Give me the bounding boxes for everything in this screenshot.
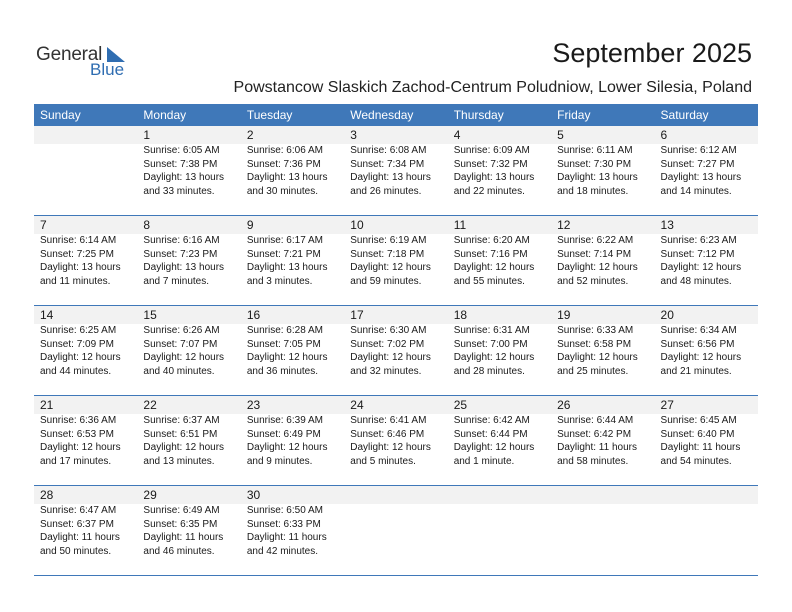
day-cell — [551, 396, 654, 468]
day-number: 16 — [246, 308, 261, 322]
sunset-text: Sunset: 6:42 PM — [557, 428, 632, 440]
daylight-text: Daylight: 13 hours — [660, 172, 742, 183]
sunset-text: Sunset: 6:56 PM — [660, 338, 735, 350]
day-number: 20 — [660, 308, 674, 322]
day-cell — [241, 126, 344, 198]
daylight-text: and 7 minutes. — [143, 275, 210, 287]
daylight-text: Daylight: 11 hours — [40, 532, 120, 543]
day-number: 7 — [40, 218, 47, 232]
sunset-text: Sunset: 6:58 PM — [557, 338, 632, 350]
sunrise-text: Sunrise: 6:44 AM — [557, 415, 634, 426]
sunset-text: Sunset: 6:37 PM — [40, 518, 114, 530]
day-number: 23 — [246, 398, 261, 412]
daylight-text: Daylight: 12 hours — [453, 352, 535, 363]
daylight-text: and 55 minutes. — [453, 275, 525, 287]
day-cell — [655, 306, 758, 378]
daylight-text: and 59 minutes. — [350, 275, 422, 287]
daylight-text: Daylight: 12 hours — [350, 352, 431, 363]
day-number: 6 — [660, 128, 668, 142]
sunset-text: Sunset: 7:25 PM — [40, 248, 114, 260]
sunrise-text: Sunrise: 6:37 AM — [143, 415, 220, 426]
empty-day-cell — [34, 126, 137, 198]
day-number: 22 — [143, 398, 157, 412]
sunrise-text: Sunrise: 6:28 AM — [246, 325, 323, 336]
daylight-text: and 32 minutes. — [350, 365, 422, 377]
daylight-text: and 46 minutes. — [143, 545, 215, 557]
empty-day-cell — [551, 486, 654, 558]
sunrise-text: Sunrise: 6:50 AM — [246, 505, 323, 516]
daylight-text: Daylight: 13 hours — [143, 172, 225, 183]
daylight-text: Daylight: 12 hours — [453, 262, 535, 273]
daylight-text: and 3 minutes. — [246, 275, 313, 287]
sunrise-text: Sunrise: 6:34 AM — [660, 325, 737, 336]
sunrise-text: Sunrise: 6:25 AM — [40, 325, 117, 336]
daylight-text: Daylight: 12 hours — [246, 442, 328, 453]
day-cell — [448, 126, 551, 198]
sunrise-text: Sunrise: 6:11 AM — [557, 145, 633, 156]
day-cell — [241, 486, 344, 558]
day-cell — [551, 126, 654, 198]
page-title: September 2025 — [552, 38, 752, 68]
empty-day-cell — [655, 486, 758, 558]
weekday-sunday: Sunday — [40, 108, 81, 122]
daylight-text: and 48 minutes. — [660, 275, 732, 287]
daylight-text: and 33 minutes. — [143, 185, 215, 197]
day-cell — [655, 396, 758, 468]
sunrise-text: Sunrise: 6:47 AM — [40, 505, 117, 516]
week-row — [34, 486, 758, 576]
daylight-text: and 9 minutes. — [246, 455, 313, 467]
sunrise-text: Sunrise: 6:09 AM — [453, 145, 530, 156]
day-number: 19 — [557, 308, 571, 322]
day-cell — [344, 306, 447, 378]
calendar-grid — [34, 104, 758, 576]
daylight-text: Daylight: 13 hours — [246, 172, 328, 183]
daylight-text: and 11 minutes. — [40, 275, 111, 287]
sunrise-text: Sunrise: 6:39 AM — [246, 415, 323, 426]
daylight-text: Daylight: 11 hours — [246, 532, 327, 543]
day-number: 15 — [143, 308, 157, 322]
sunset-text: Sunset: 7:30 PM — [557, 158, 632, 170]
day-cell — [448, 396, 551, 468]
day-number: 12 — [557, 218, 571, 232]
day-number: 25 — [453, 398, 468, 412]
day-cell — [551, 306, 654, 378]
sunset-text: Sunset: 7:09 PM — [40, 338, 114, 350]
day-number: 27 — [660, 398, 674, 412]
sunrise-text: Sunrise: 6:30 AM — [350, 325, 427, 336]
sunset-text: Sunset: 6:40 PM — [660, 428, 735, 440]
daylight-text: Daylight: 13 hours — [557, 172, 638, 183]
day-number: 21 — [40, 398, 54, 412]
weekday-monday: Monday — [143, 108, 187, 122]
daylight-text: and 1 minute. — [453, 455, 515, 467]
weekday-thursday: Thursday — [453, 108, 504, 122]
day-number: 29 — [143, 488, 157, 502]
day-number: 2 — [246, 128, 254, 142]
day-number: 28 — [40, 488, 54, 502]
sunrise-text: Sunrise: 6:12 AM — [660, 145, 737, 156]
sunset-text: Sunset: 7:36 PM — [246, 158, 321, 170]
daylight-text: and 17 minutes. — [40, 455, 112, 467]
daylight-text: Daylight: 11 hours — [143, 532, 224, 543]
empty-day-cell — [344, 486, 447, 558]
day-number: 18 — [453, 308, 468, 322]
sunset-text: Sunset: 7:32 PM — [453, 158, 528, 170]
daylight-text: Daylight: 13 hours — [40, 262, 121, 273]
empty-day-cell — [448, 486, 551, 558]
daylight-text: and 18 minutes. — [557, 185, 629, 197]
day-number: 1 — [143, 128, 151, 142]
daylight-text: and 52 minutes. — [557, 275, 629, 287]
sunrise-text: Sunrise: 6:05 AM — [143, 145, 220, 156]
sunrise-text: Sunrise: 6:36 AM — [40, 415, 117, 426]
day-cell — [137, 396, 240, 468]
daylight-text: Daylight: 12 hours — [660, 352, 742, 363]
day-number: 13 — [660, 218, 674, 232]
daylight-text: and 13 minutes. — [143, 455, 215, 467]
daylight-text: Daylight: 12 hours — [40, 352, 121, 363]
sunset-text: Sunset: 7:14 PM — [557, 248, 632, 260]
day-number: 4 — [453, 128, 461, 142]
sunrise-text: Sunrise: 6:06 AM — [246, 145, 323, 156]
day-number: 5 — [557, 128, 564, 142]
day-number: 14 — [40, 308, 54, 322]
sunset-text: Sunset: 6:44 PM — [453, 428, 528, 440]
sunrise-text: Sunrise: 6:41 AM — [350, 415, 427, 426]
sunset-text: Sunset: 7:21 PM — [246, 248, 321, 260]
sunset-text: Sunset: 7:05 PM — [246, 338, 321, 350]
day-number: 9 — [246, 218, 254, 232]
day-number: 30 — [246, 488, 261, 502]
daylight-text: Daylight: 12 hours — [350, 262, 431, 273]
daylight-text: Daylight: 11 hours — [557, 442, 637, 453]
day-cell — [241, 306, 344, 378]
day-number: 3 — [350, 128, 357, 142]
day-cell — [655, 216, 758, 288]
daylight-text: and 36 minutes. — [246, 365, 319, 377]
logo-general-text: General — [36, 44, 103, 65]
daylight-text: and 50 minutes. — [40, 545, 112, 557]
daylight-text: and 40 minutes. — [143, 365, 215, 377]
sunset-text: Sunset: 7:07 PM — [143, 338, 218, 350]
sunset-text: Sunset: 7:02 PM — [350, 338, 425, 350]
daylight-text: Daylight: 12 hours — [143, 352, 225, 363]
day-cell — [34, 306, 137, 378]
daylight-text: Daylight: 13 hours — [453, 172, 535, 183]
weekday-saturday: Saturday — [660, 108, 709, 122]
day-cell — [34, 396, 137, 468]
daylight-text: Daylight: 13 hours — [246, 262, 328, 273]
sunrise-text: Sunrise: 6:16 AM — [143, 235, 220, 246]
weekday-wednesday: Wednesday — [350, 108, 414, 122]
day-number: 11 — [453, 218, 467, 232]
day-cell — [551, 216, 654, 288]
calendar-weeks — [34, 126, 758, 576]
day-cell — [241, 396, 344, 468]
sunrise-text: Sunrise: 6:22 AM — [557, 235, 634, 246]
sunrise-text: Sunrise: 6:45 AM — [660, 415, 737, 426]
sunrise-text: Sunrise: 6:19 AM — [350, 235, 427, 246]
sunrise-text: Sunrise: 6:23 AM — [660, 235, 737, 246]
sunset-text: Sunset: 6:51 PM — [143, 428, 218, 440]
daylight-text: Daylight: 13 hours — [350, 172, 431, 183]
day-number: 26 — [557, 398, 571, 412]
logo-blue-text: Blue — [90, 60, 125, 79]
daylight-text: Daylight: 12 hours — [660, 262, 742, 273]
day-cell — [241, 216, 344, 288]
weekday-tuesday: Tuesday — [246, 108, 293, 122]
sunset-text: Sunset: 7:12 PM — [660, 248, 735, 260]
sunrise-text: Sunrise: 6:08 AM — [350, 145, 427, 156]
sunrise-text: Sunrise: 6:26 AM — [143, 325, 220, 336]
daylight-text: and 14 minutes. — [660, 185, 732, 197]
sunrise-text: Sunrise: 6:20 AM — [453, 235, 530, 246]
daylight-text: Daylight: 13 hours — [143, 262, 225, 273]
sunset-text: Sunset: 7:00 PM — [453, 338, 528, 350]
daylight-text: and 54 minutes. — [660, 455, 732, 467]
week-row — [34, 396, 758, 486]
daylight-text: Daylight: 11 hours — [660, 442, 741, 453]
daylight-text: Daylight: 12 hours — [143, 442, 225, 453]
daylight-text: Daylight: 12 hours — [40, 442, 121, 453]
sunset-text: Sunset: 7:16 PM — [453, 248, 528, 260]
sunset-text: Sunset: 6:33 PM — [246, 518, 321, 530]
sunset-text: Sunset: 6:53 PM — [40, 428, 114, 440]
sunrise-text: Sunrise: 6:31 AM — [453, 325, 530, 336]
daylight-text: and 28 minutes. — [453, 365, 525, 377]
daylight-text: and 5 minutes. — [350, 455, 416, 467]
daylight-text: and 21 minutes. — [660, 365, 732, 377]
day-number: 24 — [350, 398, 364, 412]
week-row — [34, 126, 758, 216]
weekday-header — [34, 104, 758, 126]
day-cell — [344, 126, 447, 198]
sunset-text: Sunset: 7:18 PM — [350, 248, 425, 260]
sunrise-text: Sunrise: 6:42 AM — [453, 415, 530, 426]
daylight-text: Daylight: 12 hours — [453, 442, 535, 453]
day-cell — [448, 306, 551, 378]
day-cell — [34, 486, 137, 558]
daylight-text: Daylight: 12 hours — [557, 262, 638, 273]
daylight-text: Daylight: 12 hours — [246, 352, 328, 363]
daylight-text: and 42 minutes. — [246, 545, 319, 557]
day-cell — [137, 306, 240, 378]
daylight-text: and 30 minutes. — [246, 185, 319, 197]
week-row — [34, 216, 758, 306]
sunrise-text: Sunrise: 6:17 AM — [246, 235, 323, 246]
day-cell — [137, 486, 240, 558]
daylight-text: and 44 minutes. — [40, 365, 112, 377]
location-subtitle: Powstancow Slaskich Zachod-Centrum Poludniow, Lower Silesia, Poland — [233, 79, 752, 96]
week-row — [34, 306, 758, 396]
sunrise-text: Sunrise: 6:33 AM — [557, 325, 634, 336]
day-cell — [344, 216, 447, 288]
sunset-text: Sunset: 6:35 PM — [143, 518, 218, 530]
daylight-text: Daylight: 12 hours — [557, 352, 638, 363]
day-cell — [344, 396, 447, 468]
day-number: 17 — [350, 308, 364, 322]
sunset-text: Sunset: 7:23 PM — [143, 248, 218, 260]
day-cell — [448, 216, 551, 288]
day-cell — [137, 216, 240, 288]
day-cell — [137, 126, 240, 198]
logo — [36, 44, 136, 80]
day-cell — [655, 126, 758, 198]
daylight-text: and 26 minutes. — [350, 185, 422, 197]
daylight-text: and 22 minutes. — [453, 185, 525, 197]
sunset-text: Sunset: 7:38 PM — [143, 158, 218, 170]
sunset-text: Sunset: 6:49 PM — [246, 428, 321, 440]
sunset-text: Sunset: 7:34 PM — [350, 158, 425, 170]
sunset-text: Sunset: 6:46 PM — [350, 428, 425, 440]
daylight-text: and 25 minutes. — [557, 365, 629, 377]
day-number: 10 — [350, 218, 364, 232]
day-number: 8 — [143, 218, 151, 232]
sunset-text: Sunset: 7:27 PM — [660, 158, 735, 170]
day-cell — [34, 216, 137, 288]
daylight-text: and 58 minutes. — [557, 455, 629, 467]
sunrise-text: Sunrise: 6:14 AM — [40, 235, 117, 246]
daylight-text: Daylight: 12 hours — [350, 442, 431, 453]
weekday-friday: Friday — [557, 108, 591, 122]
sunrise-text: Sunrise: 6:49 AM — [143, 505, 220, 516]
